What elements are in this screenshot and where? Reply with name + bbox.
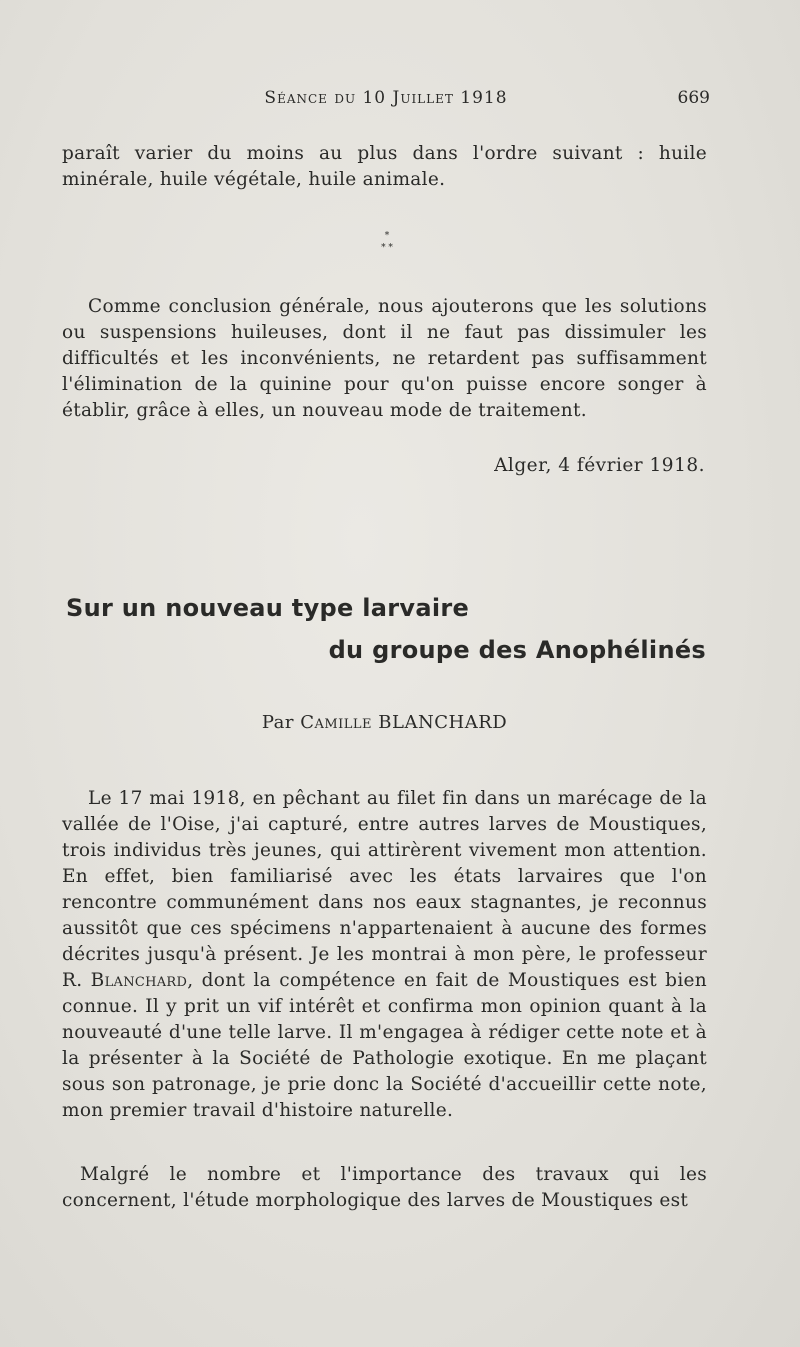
- conclusion-paragraph: Comme conclusion générale, nous ajouterons que les solutions ou suspensions huileuses, dont il ne faut pas dissimuler les difficultés et les inconvénients, ne retardent pas suffisamment l'élimination de la quinine pour qu'on puisse encore songer à établir, grâce à elles, un nouveau mode de traitement.: [62, 296, 707, 421]
- body-paragraph-1-start: Le 17 mai 1918, en pêchant au filet fin dans un marécage de la vallée de l'Oise, j'ai capturé, entre autres larves de Moustiques, trois individus très jeunes, qui attirèrent vivement mon attention. En effet, bien familiarisé avec les états larvaires que l'on rencontre communément dans nos eaux stagnantes, je reconnus aussitôt que ces spécimens n'appartenaient à aucune des formes décrites jusqu'à présent. Je les montrai à mon père, le professeur R.: [62, 788, 707, 991]
- page-number: 669: [677, 88, 710, 108]
- running-header: [62, 88, 710, 118]
- running-title: Séance du 10 Juillet 1918: [264, 88, 508, 108]
- article-title-line-1: Sur un nouveau type larvaire: [66, 594, 470, 622]
- place-date-signature: Alger, 4 février 1918.: [494, 455, 705, 476]
- author-last-name: BLANCHARD: [378, 712, 508, 733]
- article-title-line-2: du groupe des Anophélinés: [328, 636, 706, 664]
- author-first-name: Camille: [300, 712, 373, 733]
- intro-paragraph: paraît varier du moins au plus dans l'ordre suivant : huile minérale, huile végétale, huile animale.: [62, 143, 707, 190]
- section-separator: [372, 230, 402, 254]
- separator-bottom-stars: * *: [381, 243, 393, 253]
- body-paragraph-2: Malgré le nombre et l'importance des travaux qui les concernent, l'étude morphologique des larves de Moustiques est: [62, 1164, 707, 1211]
- author-byline: [62, 712, 707, 733]
- cited-name: Blanchard: [90, 970, 188, 991]
- body-paragraph-1-end: , dont la compétence en fait de Moustiques est bien connue. Il y prit un vif intérêt et confirma mon opinion quant à la nouveauté d'une telle larve. Il m'engagea à rédiger cette note et à la présenter à la Société de Pathologie exotique. En me plaçant sous son patronage, je prie donc la Société d'accueillir cette note, mon premier travail d'histoire naturelle.: [62, 970, 707, 1121]
- body-paragraph-1: [62, 786, 707, 1124]
- author-prefix: Par: [261, 712, 294, 733]
- separator-top-star: *: [384, 231, 390, 241]
